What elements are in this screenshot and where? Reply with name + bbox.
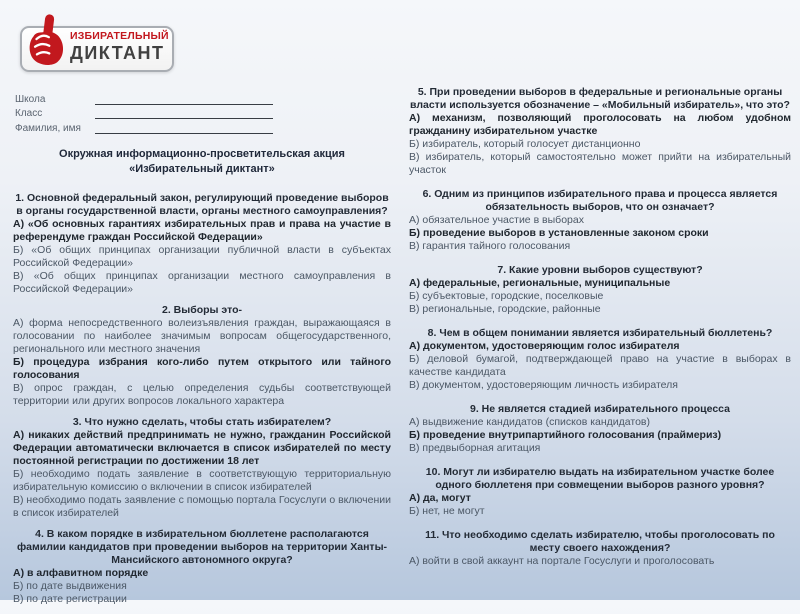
answer-options — [409, 492, 791, 518]
answer-option: В) региональные, городские, районные — [409, 303, 601, 315]
form-field-blank-line — [95, 93, 273, 105]
question-text: 5. При проведении выборов в федеральные и региональные органы власти используется обозначение – «Мобильный избиратель», что это? — [410, 86, 790, 111]
logo-line2: ДИКТАНТ — [70, 42, 165, 63]
form-field-label: Фамилия, имя — [15, 122, 81, 134]
questions-right — [409, 86, 791, 568]
answer-option: А) обязательное участие в выборах — [409, 214, 584, 226]
question-block — [13, 304, 391, 408]
question-text: 9. Не является стадией избирательного процесса — [469, 403, 730, 415]
answer-option: А) выдвижение кандидатов (списков кандидатов) — [409, 416, 651, 428]
answer-option: А) войти в свой аккаунт на портале Госуслуги и проголосовать — [409, 555, 715, 567]
answer-option: А) форма непосредственного волеизъявления граждан, выражающаяся в голосовании по наиболее значимым вопросам общегосударственного, регионального или местного значения — [13, 316, 391, 355]
answer-option: В) опрос граждан, с целью определения судьбы соответствующей территории или других вопросов локального характера — [13, 381, 391, 407]
form-field-blank-line — [95, 107, 273, 119]
answer-options — [409, 555, 791, 568]
form-field-row — [15, 90, 389, 105]
answer-option: Б) проведение выборов в установленные законом сроки — [409, 227, 709, 239]
form-field-row — [15, 105, 389, 120]
question-text: 6. Одним из принципов избирательного права и процесса является обязательность выборов, что он означает? — [422, 188, 778, 213]
answer-option: В) необходимо подать заявление с помощью портала Госуслуги о включении в список избирателей — [13, 493, 391, 519]
answer-option: В) предвыборная агитация — [409, 442, 541, 454]
question-block — [409, 264, 791, 316]
answer-option: Б) по дате выдвижения — [13, 579, 127, 592]
answer-options — [409, 277, 791, 316]
question-text: 7. Какие уровни выборов существуют? — [497, 264, 703, 276]
answer-option: В) гарантия тайного голосования — [409, 240, 571, 252]
hand-pointing-up-icon — [25, 12, 67, 70]
answer-option: Б) избиратель, который голосует дистанционно — [409, 138, 641, 150]
answer-option: А) документом, удостоверяющим голос избирателя — [409, 340, 680, 352]
form-field-blank-line — [95, 122, 273, 134]
logo-line1: ИЗБИРАТЕЛЬНЫЙ — [70, 30, 169, 42]
answer-option: Б) деловой бумагой, подтверждающей право на участие в выборах в качестве кандидата — [409, 353, 791, 378]
question-text: 2. Выборы это- — [162, 303, 242, 316]
questions-left — [13, 192, 391, 606]
answer-option: А) в алфавитном порядке — [13, 566, 149, 579]
answer-option: А) механизм, позволяющий проголосовать на любом удобном гражданину избирательном участке — [409, 112, 791, 137]
answer-options — [409, 214, 791, 253]
answer-options — [409, 340, 791, 392]
answer-options — [13, 317, 391, 408]
answer-option: Б) процедура избрания кого-либо путем открытого или тайного голосования — [13, 355, 391, 381]
question-block — [409, 403, 791, 455]
question-text: 1. Основной федеральный закон, регулирующий проведение выборов в органы государственной власти, органы местного самоуправления? — [15, 191, 389, 217]
answer-option: А) «Об основных гарантиях избирательных прав и права на участие в референдуме граждан Российской Федерации» — [13, 217, 391, 243]
answer-option: Б) проведение внутрипартийного голосования (праймериз) — [409, 429, 722, 441]
form-field-label: Класс — [15, 108, 43, 119]
left-column — [13, 0, 391, 614]
form-field-label: Школа — [15, 93, 46, 105]
question-text: 8. Чем в общем понимании является избирательный бюллетень? — [427, 327, 773, 339]
question-block — [13, 192, 391, 296]
right-column — [409, 0, 791, 579]
student-info-form — [15, 90, 389, 134]
answer-option: А) федеральные, региональные, муниципальные — [409, 277, 671, 289]
question-block — [409, 529, 791, 568]
question-text: 3. Что нужно сделать, чтобы стать избирателем? — [72, 415, 332, 428]
question-block — [409, 466, 791, 518]
answer-option: А) никаких действий предпринимать не нужно, гражданин Российской Федерации автоматически включается в список избирателей по месту постоянной регистрации по достижении 18 лет — [13, 428, 391, 467]
answer-option: А) да, могут — [409, 492, 471, 504]
answer-option: В) по дате регистрации — [13, 592, 127, 605]
page-title: Окружная информационно-просветительская акция «Избирательный диктант» — [59, 147, 345, 175]
answer-options — [13, 429, 391, 520]
answer-option: Б) необходимо подать заявление в соответствующую территориальную избирательную комиссию о включении в список избирателей — [13, 467, 391, 493]
question-block — [409, 86, 791, 177]
question-block — [409, 327, 791, 392]
answer-option: В) документом, удостоверяющим личность избирателя — [409, 379, 678, 391]
logo-text — [70, 31, 169, 62]
answer-option: Б) субъектовые, городские, поселковые — [409, 290, 604, 302]
answer-option: В) «Об общих принципах организации местного самоуправления в Российской Федерации» — [13, 269, 391, 295]
answer-option: В) избиратель, который самостоятельно может прийти на избирательный участок — [409, 151, 791, 176]
answer-options — [13, 218, 391, 296]
question-text: 4. В каком порядке в избирательном бюллетене располагаются фамилии кандидатов при проведении выборов на территории Ханты-Мансийского автономного округа? — [16, 527, 388, 566]
answer-option: Б) нет, не могут — [409, 505, 485, 517]
answer-options — [409, 416, 791, 455]
answer-options — [409, 112, 791, 177]
form-field-row — [15, 119, 389, 134]
answer-option: Б) «Об общих принципах организации публичной власти в субъектах Российской Федерации» — [13, 243, 391, 269]
question-text: 10. Могут ли избирателю выдать на избирательном участке более одного бюллетеня при совмещении выборов разного уровня? — [425, 466, 775, 491]
question-block — [409, 188, 791, 253]
question-block — [13, 416, 391, 520]
question-text: 11. Что необходимо сделать избирателю, чтобы проголосовать по месту своего нахождения? — [425, 529, 775, 554]
logo — [13, 10, 391, 82]
question-block — [13, 528, 391, 606]
